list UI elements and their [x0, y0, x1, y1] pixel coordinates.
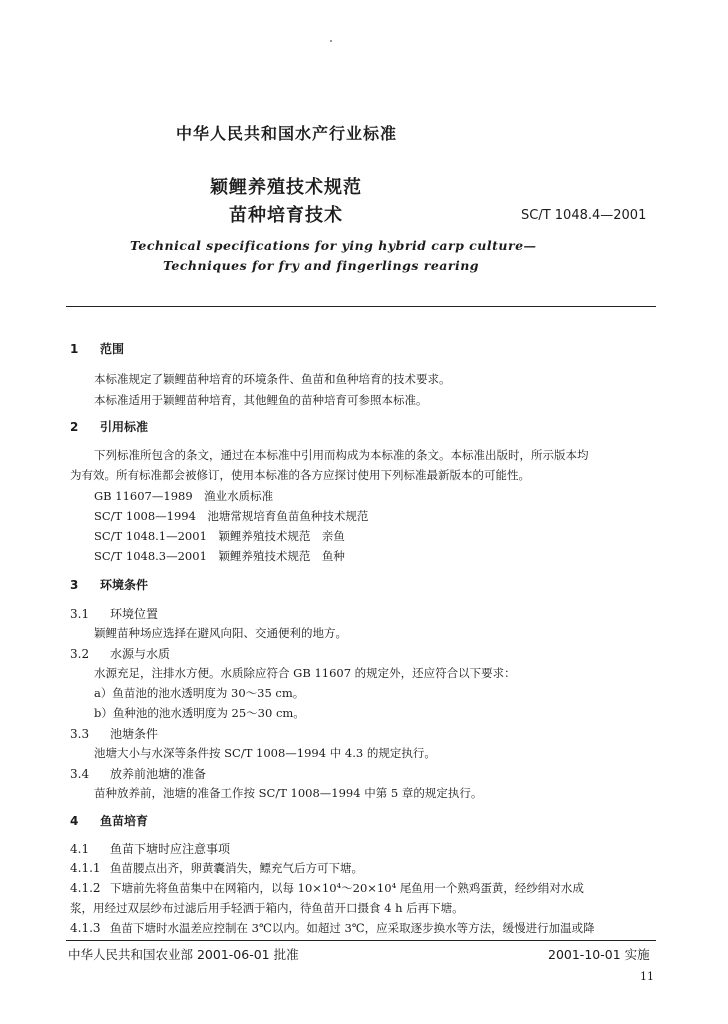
clause-number: 4.1.2: [70, 881, 101, 895]
clause-text: 鱼苗下塘时水温差应控制在 3℃以内。如超过 3℃，应采取逐步换水等方法，缓慢进行加温或降: [110, 921, 595, 935]
reference-item: GB 11607—1989 渔业水质标准: [94, 489, 274, 503]
section-title: 鱼苗培育: [100, 814, 149, 828]
clause-text: 鱼苗腰点出齐，卵黄囊消失，鳔充气后方可下塘。: [110, 861, 363, 875]
subsection-title: 环境位置: [110, 607, 159, 621]
clause: [70, 920, 595, 936]
section-heading: [70, 812, 148, 829]
reference-item: SC/T 1048.3—2001 颖鲤养殖技术规范 鱼种: [94, 549, 345, 563]
subsection-title: 水源与水质: [110, 647, 171, 661]
english-title-line2: Techniques for fry and fingerlings rearing: [163, 258, 480, 273]
section-number: 3: [70, 578, 79, 592]
clause-continuation: 浆，用经过双层纱布过滤后用手轻洒于箱内，待鱼苗开口摄食 4 h 后再下塘。: [70, 901, 464, 915]
scan-speck: [330, 40, 332, 42]
subsection-number: 3.4: [70, 767, 90, 781]
implementation-date: 2001-10-01 实施: [548, 947, 650, 962]
approval-line: 中华人民共和国农业部 2001-06-01 批准: [68, 947, 299, 962]
paragraph: 水源充足，注排水方便。水质除应符合 GB 11607 的规定外，还应符合以下要求：: [94, 666, 516, 680]
reference-item: SC/T 1008—1994 池塘常规培育鱼苗鱼种技术规范: [94, 509, 369, 523]
subsection-title: 鱼苗下塘时应注意事项: [110, 842, 231, 856]
reference-item: SC/T 1048.1—2001 颖鲤养殖技术规范 亲鱼: [94, 529, 345, 543]
subsection-title: 池塘条件: [110, 727, 159, 741]
section-heading: [70, 340, 124, 357]
section-title: 环境条件: [100, 578, 149, 592]
clause: [70, 860, 363, 876]
list-item: a）鱼苗池的池水透明度为 30～35 cm。: [94, 686, 305, 700]
subsection-heading: [70, 765, 206, 782]
paragraph: 为有效。所有标准都会被修订，使用本标准的各方应探讨使用下列标准最新版本的可能性。: [70, 468, 530, 482]
clause: [70, 880, 584, 896]
section-title: 范围: [100, 342, 125, 356]
section-number: 4: [70, 814, 79, 828]
paragraph: 颖鲤苗种场应选择在避风向阳、交通便利的地方。: [94, 626, 347, 640]
section-number: 1: [70, 342, 79, 356]
english-title-line1: Technical specifications for ying hybrid carp culture—: [130, 238, 537, 253]
document-title-line1: 颖鲤养殖技术规范: [210, 177, 362, 198]
document-title-line2: 苗种培育技术: [229, 205, 343, 226]
subsection-heading: [70, 840, 230, 857]
subsection-number: 4.1: [70, 842, 90, 856]
paragraph: 本标准规定了颖鲤苗种培育的环境条件、鱼苗和鱼种培育的技术要求。: [94, 372, 451, 386]
paragraph: 池塘大小与水深等条件按 SC/T 1008—1994 中 4.3 的规定执行。: [94, 746, 436, 760]
subsection-title: 放养前池塘的准备: [110, 767, 207, 781]
subsection-number: 3.1: [70, 607, 90, 621]
section-title: 引用标准: [100, 420, 149, 434]
list-item: b）鱼种池的池水透明度为 25～30 cm。: [94, 706, 305, 720]
subsection-heading: [70, 725, 158, 742]
subsection-number: 3.2: [70, 647, 90, 661]
clause-number: 4.1.3: [70, 921, 101, 935]
subsection-heading: [70, 605, 158, 622]
section-heading: [70, 418, 148, 435]
subsection-heading: [70, 645, 170, 662]
paragraph: 本标准适用于颖鲤苗种培育，其他鲤鱼的苗种培育可参照本标准。: [94, 393, 428, 407]
paragraph: 苗种放养前，池塘的准备工作按 SC/T 1008—1994 中第 5 章的规定执行。: [94, 786, 483, 800]
standard-category: 中华人民共和国水产行业标准: [176, 124, 398, 143]
section-number: 2: [70, 420, 79, 434]
clause-number: 4.1.1: [70, 861, 101, 875]
section-heading: [70, 576, 148, 593]
header-divider: [66, 306, 656, 307]
clause-text: 下塘前先将鱼苗集中在网箱内，以每 10×10⁴～20×10⁴ 尾鱼用一个熟鸡蛋黄，经纱绢对水成: [110, 881, 584, 895]
footer-divider: [66, 940, 656, 941]
page-number: 11: [640, 970, 654, 983]
standard-code: SC/T 1048.4—2001: [521, 208, 647, 223]
paragraph: 下列标准所包含的条文，通过在本标准中引用而构成为本标准的条文。本标准出版时，所示版本均: [94, 448, 589, 462]
subsection-number: 3.3: [70, 727, 90, 741]
